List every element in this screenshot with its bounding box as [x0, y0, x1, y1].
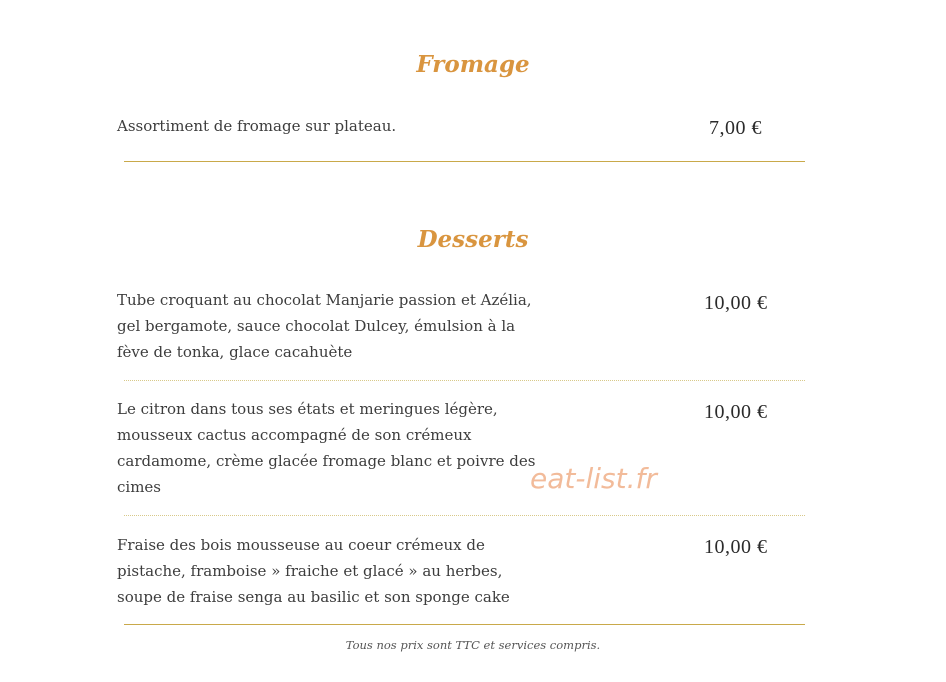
menu-item-price: 10,00 €	[704, 536, 768, 558]
section-title-desserts: Desserts	[417, 226, 529, 253]
menu-item-description: Fraise des bois mousseuse au coeur crémeux de pistache, framboise » fraiche et glacé » au herbes, soupe de fraise senga au basilic et son sponge cake	[117, 536, 510, 606]
menu-item-price: 7,00 €	[709, 117, 762, 139]
section-title-fromage: Fromage	[416, 51, 530, 78]
menu-item-description: Assortiment de fromage sur plateau.	[117, 117, 397, 135]
menu-item-price: 10,00 €	[704, 292, 768, 314]
menu-item-description: Le citron dans tous ses états et meringues légère, mousseux cactus accompagné de son crémeux cardamome, crème glacée fromage blanc et poivre des cimes	[117, 400, 536, 496]
menu-item-description: Tube croquant au chocolat Manjarie passion et Azélia, gel bergamote, sauce chocolat Dulcey, émulsion à la fève de tonka, glace cacahuète	[117, 291, 532, 361]
menu-item-price: 10,00 €	[704, 401, 768, 423]
section-divider	[124, 624, 805, 625]
section-divider	[124, 161, 805, 162]
item-divider	[124, 380, 805, 381]
price-footnote: Tous nos prix sont TTC et services compris.	[345, 638, 601, 652]
site-watermark: eat-list.fr	[530, 462, 657, 495]
item-divider	[124, 515, 805, 516]
